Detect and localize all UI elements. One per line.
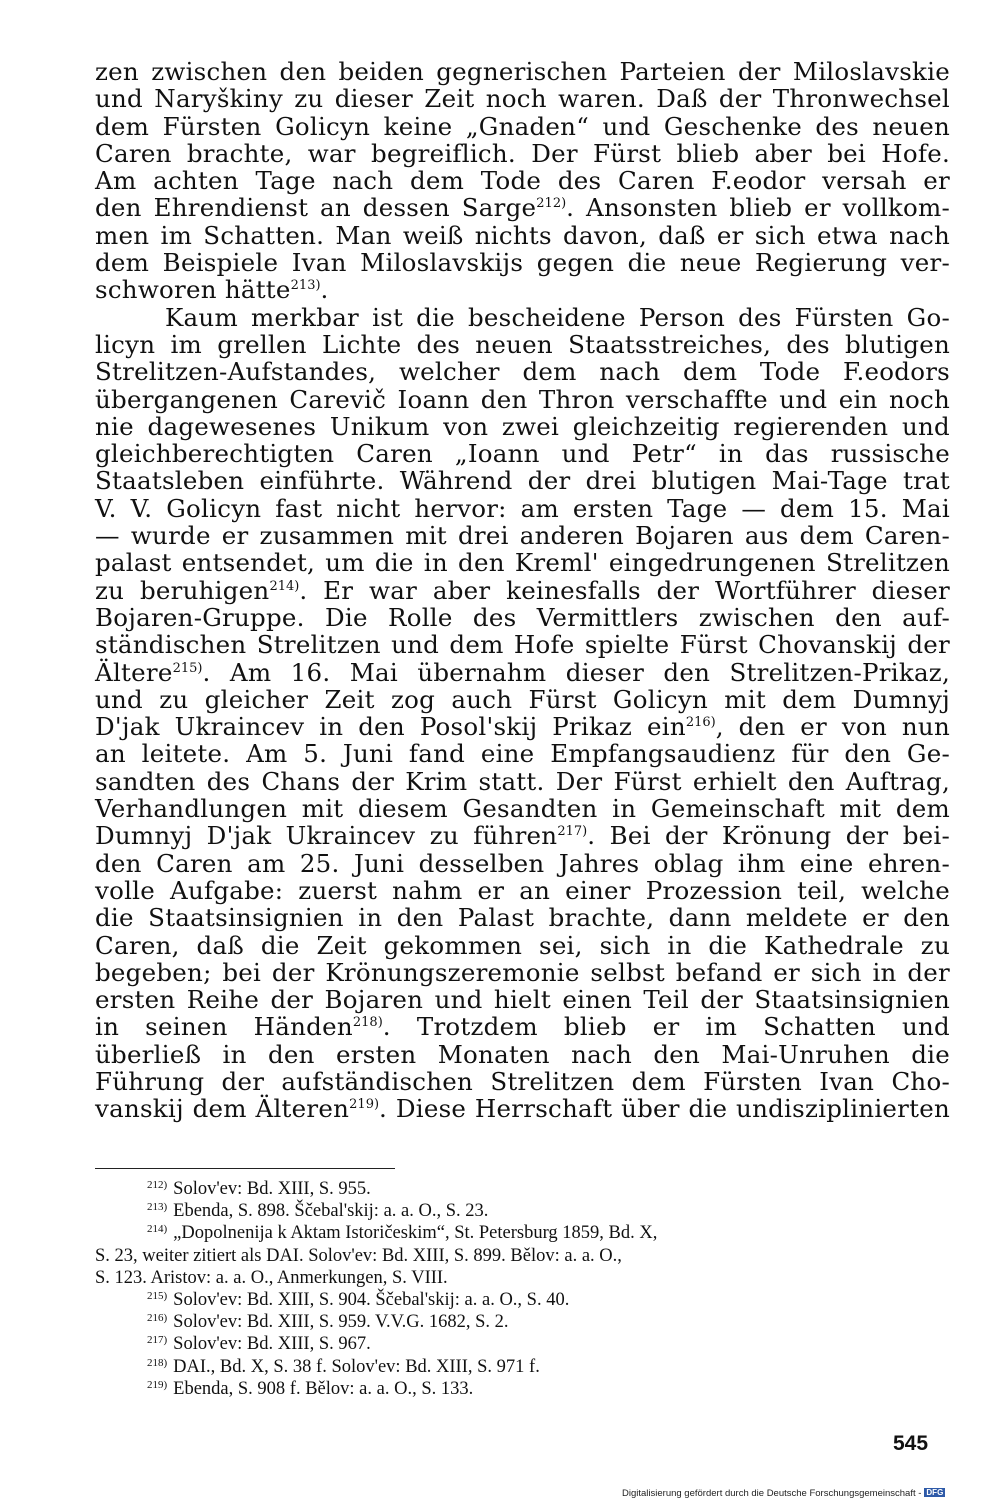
line-text-after: . Am 16. Mai übernahm dieser den Strelitzen-Prikaz,: [202, 657, 950, 687]
footnote-number: 217): [147, 1334, 168, 1347]
text-line: [95, 331, 950, 358]
line-text: den Ehrendienst an dessen Sarge: [95, 193, 537, 223]
footnote: [95, 1289, 950, 1311]
text-line: [95, 1068, 950, 1095]
footnote-number: 212): [147, 1179, 168, 1191]
footnote-number: 213): [147, 1201, 168, 1214]
text-line: [95, 58, 950, 85]
line-text: palast entsendet, um die in den Kreml' eingedrungenen Strelitzen: [95, 548, 950, 578]
line-text: den Caren am 25. Juni desselben Jahres oblag ihm eine ehren-: [95, 848, 950, 878]
footnote: [95, 1333, 950, 1355]
line-text: Verhandlungen mit diesem Gesandten in Gemeinschaft mit dem: [95, 794, 950, 824]
text-line: [95, 113, 950, 140]
text-line: [95, 1013, 950, 1040]
text-line: [95, 959, 950, 986]
line-text: zu beruhigen: [95, 575, 270, 605]
footnote-number: 216): [147, 1312, 168, 1325]
text-line: [95, 1095, 950, 1122]
footnote-text: Ebenda, S. 908 f. Bělov: a. a. O., S. 133.: [173, 1378, 474, 1399]
digitization-credit: [622, 1488, 945, 1499]
text-line: [95, 604, 950, 631]
text-line: [95, 495, 950, 522]
footnote-text: S. 123. Aristov: a. a. O., Anmerkungen, S. VIII.: [95, 1267, 448, 1288]
line-text: begeben; bei der Krönungszeremonie selbst befand er sich in der: [95, 957, 950, 987]
footnote-number: 219): [147, 1378, 168, 1391]
text-line: [95, 1041, 950, 1068]
line-text: und zu gleicher Zeit zog auch Fürst Golicyn mit dem Dumnyj: [95, 684, 950, 714]
text-line: [95, 413, 950, 440]
footnote: [95, 1356, 950, 1378]
footnotes: [95, 1178, 950, 1400]
footnote: [95, 1267, 950, 1289]
line-text: schworen hätte: [95, 275, 291, 305]
text-line: [95, 740, 950, 767]
line-text: licyn im grellen Lichte des neuen Staatsstreiches, des blutigen: [95, 329, 950, 359]
footnote-text: Solov'ev: Bd. XIII, S. 955.: [173, 1179, 371, 1199]
footnote: [95, 1378, 950, 1400]
text-line: [95, 140, 950, 167]
text-line: [95, 522, 950, 549]
footnote-number: 214): [147, 1223, 168, 1236]
line-text: überließ in den ersten Monaten nach den Mai-Unruhen die: [95, 1039, 950, 1069]
footnote-number: 215): [147, 1290, 168, 1303]
text-line: [95, 686, 950, 713]
line-text: Kaum merkbar ist die bescheidene Person des Fürsten Go-: [165, 302, 950, 332]
line-text-after: .: [320, 275, 329, 305]
line-text: Strelitzen-Aufstandes, welcher dem nach dem Tode F.eodors: [95, 357, 950, 387]
line-text: dem Beispiele Ivan Miloslavskijs gegen die neue Regierung ver-: [95, 248, 950, 278]
line-text-after: . Ansonsten blieb er vollkom-: [566, 193, 951, 223]
text-line: [95, 659, 950, 686]
line-text: in seinen Händen: [95, 1012, 353, 1042]
line-text-after: , den er von nun: [715, 712, 950, 742]
line-text: — wurde er zusammen mit drei anderen Bojaren aus dem Caren-: [95, 521, 950, 551]
footnote: [95, 1200, 950, 1222]
text-line: [95, 768, 950, 795]
line-text: die Staatsinsignien in den Palast brachte, dann meldete er den: [95, 903, 950, 933]
line-text: zen zwischen den beiden gegnerischen Parteien der Miloslavskie: [95, 57, 950, 86]
line-text-after: . Diese Herrschaft über die undisziplinierten: [379, 1094, 950, 1124]
text-line: [95, 986, 950, 1013]
line-text-after: . Er war aber keinesfalls der Wortführer dieser: [299, 575, 950, 605]
footnote: [95, 1178, 950, 1200]
text-line: [95, 577, 950, 604]
line-text: ständischen Strelitzen und dem Hofe spielte Fürst Chovanskij der: [95, 630, 950, 660]
text-line: [95, 932, 950, 959]
text-line: [95, 304, 950, 331]
text-line: [95, 276, 950, 303]
text-line: [95, 85, 950, 112]
footnote-text: Solov'ev: Bd. XIII, S. 904. Ščebal'skij: a. a. O., S. 40.: [173, 1290, 570, 1311]
text-line: [95, 222, 950, 249]
footnote-text: DAI., Bd. X, S. 38 f. Solov'ev: Bd. XIII, S. 971 f.: [173, 1356, 540, 1377]
line-text: nie dagewesenes Unikum von zwei gleichzeitig regierenden und: [95, 411, 950, 441]
line-text: men im Schatten. Man weiß nichts davon, daß er sich etwa nach: [95, 220, 950, 250]
text-line: [95, 631, 950, 658]
footnote-ref: 217): [557, 824, 588, 840]
footnote: [95, 1245, 950, 1267]
text-line: [95, 877, 950, 904]
line-text-after: . Bei der Krönung der bei-: [587, 821, 951, 851]
line-text: dem Fürsten Golicyn keine „Gnaden“ und Geschenke des neuen: [95, 111, 950, 141]
line-text: Bojaren-Gruppe. Die Rolle des Vermittlers zwischen den auf-: [95, 602, 950, 632]
line-text: volle Aufgabe: zuerst nahm er an einer Prozession teil, welche: [95, 875, 950, 905]
footnote-ref: 212): [536, 196, 567, 212]
footnote: [95, 1311, 950, 1333]
text-line: [95, 549, 950, 576]
text-line: [95, 904, 950, 931]
footnote-ref: 214): [269, 578, 300, 594]
text-line: [95, 713, 950, 740]
credit-text: Digitalisierung gefördert durch die Deutsche Forschungsgemeinschaft -: [622, 1488, 922, 1499]
footnote-text: Solov'ev: Bd. XIII, S. 967.: [173, 1334, 371, 1355]
footnote-text: S. 23, weiter zitiert als DAI. Solov'ev: Bd. XIII, S. 899. Bělov: a. a. O.,: [95, 1245, 622, 1266]
line-text: an leitete. Am 5. Juni fand eine Empfangsaudienz für den Ge-: [95, 739, 950, 769]
footnote-number: 218): [147, 1356, 168, 1369]
footnote: [95, 1222, 950, 1244]
line-text: gleichberechtigten Caren „Ioann und Petr“ in das russische: [95, 439, 950, 469]
footnote-text: „Dopolnenija k Aktam Istoričeskim“, St. Petersburg 1859, Bd. X,: [173, 1223, 658, 1244]
line-text: Führung der aufständischen Strelitzen dem Fürsten Ivan Cho-: [95, 1066, 950, 1096]
line-text: Am achten Tage nach dem Tode des Caren F.eodor versah er: [95, 166, 950, 196]
text-line: [95, 440, 950, 467]
footnote-text: Ebenda, S. 898. Ščebal'skij: a. a. O., S. 23.: [173, 1201, 489, 1222]
line-text: D'jak Ukraincev in den Posol'skij Prikaz ein: [95, 712, 686, 742]
line-text: vanskij dem Älteren: [95, 1094, 350, 1124]
line-text: Ältere: [95, 657, 173, 687]
text-line: [95, 850, 950, 877]
line-text: V. V. Golicyn fast nicht hervor: am ersten Tage — dem 15. Mai: [95, 493, 950, 523]
line-text: Caren, daß die Zeit gekommen sei, sich in die Kathedrale zu: [95, 930, 950, 960]
footnote-rule: [95, 1168, 395, 1169]
text-line: [95, 822, 950, 849]
line-text: übergangenen Carevič Ioann den Thron verschaffte und ein noch: [95, 384, 950, 414]
text-line: [95, 358, 950, 385]
footnote-text: Solov'ev: Bd. XIII, S. 959. V.V.G. 1682, S. 2.: [173, 1312, 509, 1333]
dfg-logo: DFG: [926, 1488, 944, 1497]
text-line: [95, 795, 950, 822]
footnote-ref: 216): [685, 715, 716, 731]
footnote-ref: 213): [290, 278, 321, 294]
line-text: und Naryškiny zu dieser Zeit noch waren. Daß der Thronwechsel: [95, 84, 950, 114]
page-number: 545: [893, 1432, 929, 1455]
main-text: [95, 58, 950, 1123]
line-text: ersten Reihe der Bojaren und hielt einen Teil der Staatsinsignien: [95, 985, 950, 1015]
line-text: Caren brachte, war begreiflich. Der Fürst blieb aber bei Hofe.: [95, 138, 950, 168]
line-text: sandten des Chans der Krim statt. Der Fürst erhielt den Auftrag,: [95, 766, 950, 796]
line-text: Staatsleben einführte. Während der drei blutigen Mai-Tage trat: [95, 466, 950, 496]
text-line: [95, 249, 950, 276]
line-text-after: . Trotzdem blieb er im Schatten und: [382, 1012, 950, 1042]
footnote-ref: 219): [349, 1097, 380, 1113]
text-line: [95, 167, 950, 194]
text-line: [95, 386, 950, 413]
line-text: Dumnyj D'jak Ukraincev zu führen: [95, 821, 558, 851]
footnote-ref: 218): [352, 1015, 383, 1031]
footnote-ref: 215): [172, 660, 203, 676]
text-line: [95, 194, 950, 221]
text-line: [95, 467, 950, 494]
